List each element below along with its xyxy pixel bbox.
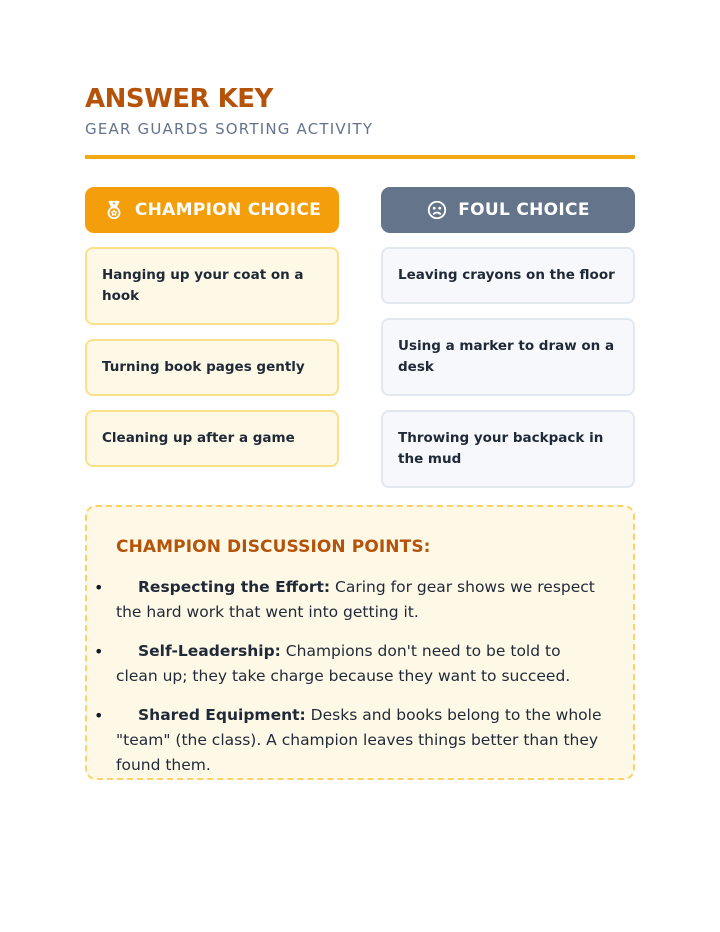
discussion-point-text: Champions don't need to be told to clean up; they take charge because they want to succeed. bbox=[116, 642, 571, 685]
discussion-point-lead: Self-Leadership: bbox=[138, 642, 281, 660]
champion-header-label: CHAMPION CHOICE bbox=[134, 200, 322, 220]
discussion-title: CHAMPION DISCUSSION POINTS: bbox=[116, 537, 431, 557]
foul-header bbox=[381, 187, 635, 233]
foul-card[interactable]: Using a marker to draw on a desk bbox=[381, 318, 635, 396]
foul-card[interactable]: Leaving crayons on the floor bbox=[381, 247, 635, 304]
champion-card[interactable]: Hanging up your coat on a hook bbox=[85, 247, 339, 325]
discussion-point bbox=[116, 639, 605, 689]
champion-header bbox=[85, 187, 339, 233]
champion-card[interactable]: Cleaning up after a game bbox=[85, 410, 339, 467]
foul-header-label: FOUL CHOICE bbox=[458, 200, 590, 220]
page-title: ANSWER KEY bbox=[85, 84, 273, 114]
title-divider bbox=[85, 155, 635, 159]
discussion-point bbox=[116, 703, 605, 778]
champion-column bbox=[85, 187, 339, 467]
discussion-point bbox=[116, 575, 605, 625]
champion-card[interactable]: Turning book pages gently bbox=[85, 339, 339, 396]
discussion-point-lead: Respecting the Effort: bbox=[138, 578, 331, 596]
discussion-point-lead: Shared Equipment: bbox=[138, 706, 306, 724]
foul-column bbox=[381, 187, 635, 488]
frown-icon bbox=[426, 199, 448, 221]
medal-icon bbox=[103, 199, 125, 221]
discussion-list bbox=[116, 575, 605, 778]
page-subtitle: GEAR GUARDS SORTING ACTIVITY bbox=[85, 120, 374, 138]
discussion-box bbox=[85, 505, 635, 780]
foul-card[interactable]: Throwing your backpack in the mud bbox=[381, 410, 635, 488]
discussion-point-text: Caring for gear shows we respect the hard work that went into getting it. bbox=[116, 578, 595, 621]
discussion-point-text: Desks and books belong to the whole "team" (the class). A champion leaves things better than they found them. bbox=[116, 706, 602, 774]
